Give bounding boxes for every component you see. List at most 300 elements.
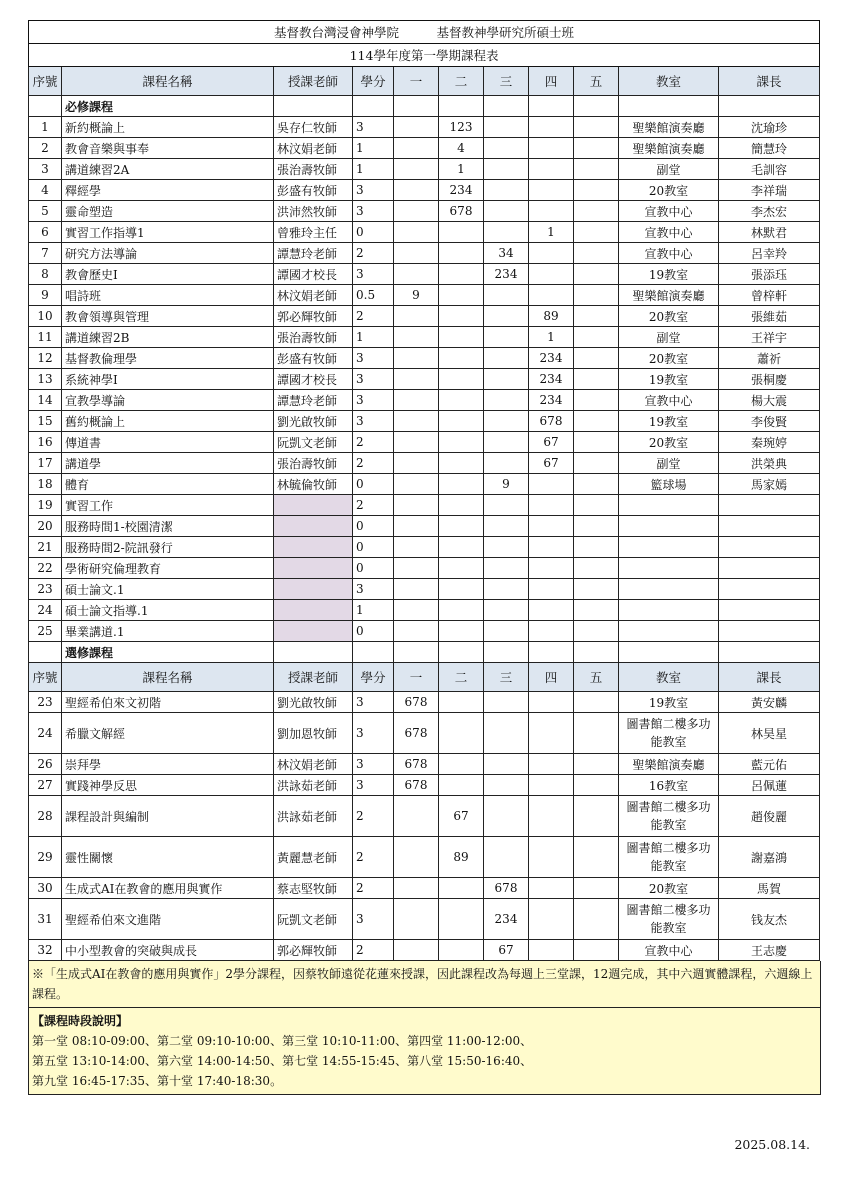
cell-d5 <box>574 600 619 621</box>
cell-d3 <box>484 327 529 348</box>
cell-d5 <box>574 621 619 642</box>
cell-d3 <box>484 600 529 621</box>
ai-course-note: ※「生成式AI在教會的應用與實作」2學分課程，因蔡牧師遠從花蓮來授課，因此課程改為每週上三堂課，12週完成，其中六週實體課程，六週線上課程。 <box>28 961 821 1008</box>
cell-d2 <box>439 495 484 516</box>
cell-d1 <box>394 264 439 285</box>
cell-name: 講道練習2A <box>62 159 274 180</box>
cell-no: 1 <box>29 117 62 138</box>
cell-no: 5 <box>29 201 62 222</box>
cell-room: 20教室 <box>619 432 719 453</box>
cell-d2 <box>439 754 484 775</box>
cell-no: 27 <box>29 775 62 796</box>
cell-teacher: 林汶娟老師 <box>274 754 353 775</box>
cell-credit: 0 <box>353 474 394 495</box>
cell-leader <box>719 600 820 621</box>
cell-teacher: 洪詠茹老師 <box>274 775 353 796</box>
cell-teacher: 劉光啟牧師 <box>274 692 353 713</box>
cell-leader <box>719 558 820 579</box>
column-header: 一 <box>394 67 439 96</box>
cell-d4 <box>529 878 574 899</box>
cell-teacher: 洪詠茹老師 <box>274 796 353 837</box>
cell-d2 <box>439 264 484 285</box>
column-header: 教室 <box>619 663 719 692</box>
cell-d4 <box>529 201 574 222</box>
cell-room: 20教室 <box>619 180 719 201</box>
cell-leader: 洪榮典 <box>719 453 820 474</box>
cell-d4 <box>529 899 574 940</box>
cell-credit: 3 <box>353 264 394 285</box>
cell-room: 籃球場 <box>619 474 719 495</box>
cell-no: 12 <box>29 348 62 369</box>
cell-name: 服務時間2-院訊發行 <box>62 537 274 558</box>
table-row <box>29 495 820 516</box>
cell-room: 副堂 <box>619 159 719 180</box>
cell-leader: 林昊星 <box>719 713 820 754</box>
cell-room: 聖樂館演奏廳 <box>619 285 719 306</box>
cell-d2: 1 <box>439 159 484 180</box>
cell-d2 <box>439 621 484 642</box>
cell-d4 <box>529 558 574 579</box>
cell-leader: 毛訓容 <box>719 159 820 180</box>
cell-d1 <box>394 138 439 159</box>
cell-no: 9 <box>29 285 62 306</box>
cell-name: 教會領導與管理 <box>62 306 274 327</box>
table-row <box>29 138 820 159</box>
cell-room: 16教室 <box>619 775 719 796</box>
cell-d5 <box>574 285 619 306</box>
cell-d5 <box>574 878 619 899</box>
cell-credit: 3 <box>353 775 394 796</box>
cell-d2: 234 <box>439 180 484 201</box>
periods-line: 第五堂 13:10-14:00、第六堂 14:00-14:50、第七堂 14:55-15:45、第八堂 15:50-16:40、 <box>32 1054 533 1068</box>
cell-teacher: 張治壽牧師 <box>274 159 353 180</box>
cell-d1 <box>394 579 439 600</box>
cell-d2 <box>439 558 484 579</box>
cell-d5 <box>574 474 619 495</box>
cell-leader: 楊大震 <box>719 390 820 411</box>
cell-leader <box>719 495 820 516</box>
cell-d2: 123 <box>439 117 484 138</box>
table-row <box>29 369 820 390</box>
cell-d4 <box>529 159 574 180</box>
cell-no: 8 <box>29 264 62 285</box>
cell-d2 <box>439 432 484 453</box>
cell-credit: 2 <box>353 837 394 878</box>
cell-credit: 3 <box>353 201 394 222</box>
cell-teacher: 譚國才校長 <box>274 264 353 285</box>
cell-d1 <box>394 899 439 940</box>
cell-leader: 趙俊麗 <box>719 796 820 837</box>
elective-table-header <box>29 663 820 692</box>
cell-d4 <box>529 495 574 516</box>
cell-teacher <box>274 600 353 621</box>
cell-d1 <box>394 516 439 537</box>
cell-leader: 簡慧玲 <box>719 138 820 159</box>
periods-box <box>28 1008 821 1095</box>
cell-d2 <box>439 285 484 306</box>
required-section-label: 必修課程 <box>62 96 274 117</box>
cell-leader: 王祥宇 <box>719 327 820 348</box>
cell-d3 <box>484 411 529 432</box>
cell-d4 <box>529 117 574 138</box>
table-row <box>29 600 820 621</box>
cell-credit: 3 <box>353 180 394 201</box>
cell-room <box>619 621 719 642</box>
cell-teacher: 郭必輝牧師 <box>274 940 353 961</box>
cell-teacher: 阮凱文老師 <box>274 899 353 940</box>
cell-d5 <box>574 348 619 369</box>
table-row <box>29 327 820 348</box>
table-row <box>29 754 820 775</box>
cell-teacher: 劉加恩牧師 <box>274 713 353 754</box>
table-row <box>29 837 820 878</box>
cell-teacher: 洪沛然牧師 <box>274 201 353 222</box>
cell-d5 <box>574 327 619 348</box>
periods-line: 第一堂 08:10-09:00、第二堂 09:10-10:00、第三堂 10:10-11:00、第四堂 11:00-12:00、 <box>32 1034 533 1048</box>
cell-teacher: 譚國才校長 <box>274 369 353 390</box>
cell-d4: 234 <box>529 390 574 411</box>
cell-leader: 張桐慶 <box>719 369 820 390</box>
cell-no: 4 <box>29 180 62 201</box>
cell-room: 19教室 <box>619 369 719 390</box>
cell-no: 32 <box>29 940 62 961</box>
cell-credit: 1 <box>353 327 394 348</box>
cell-leader <box>719 516 820 537</box>
semester-title: 114學年度第一學期課程表 <box>29 44 820 67</box>
cell-no: 11 <box>29 327 62 348</box>
cell-teacher: 譚慧玲老師 <box>274 243 353 264</box>
cell-leader: 呂幸羚 <box>719 243 820 264</box>
cell-room <box>619 516 719 537</box>
cell-no: 7 <box>29 243 62 264</box>
column-header: 五 <box>574 67 619 96</box>
cell-d4 <box>529 775 574 796</box>
cell-d2 <box>439 692 484 713</box>
cell-d5 <box>574 558 619 579</box>
cell-d5 <box>574 264 619 285</box>
table-row <box>29 558 820 579</box>
cell-leader: 李俊賢 <box>719 411 820 432</box>
cell-d2 <box>439 899 484 940</box>
table-row <box>29 692 820 713</box>
cell-no: 10 <box>29 306 62 327</box>
cell-d1 <box>394 201 439 222</box>
cell-d3 <box>484 180 529 201</box>
cell-d1: 678 <box>394 775 439 796</box>
cell-d1 <box>394 243 439 264</box>
cell-leader: 沈瑜珍 <box>719 117 820 138</box>
cell-d2 <box>439 878 484 899</box>
cell-d5 <box>574 754 619 775</box>
cell-d4: 1 <box>529 222 574 243</box>
cell-d5 <box>574 837 619 878</box>
cell-credit: 3 <box>353 117 394 138</box>
cell-d2 <box>439 713 484 754</box>
cell-d5 <box>574 516 619 537</box>
cell-d5 <box>574 692 619 713</box>
cell-d4 <box>529 579 574 600</box>
cell-room <box>619 600 719 621</box>
cell-d2 <box>439 390 484 411</box>
cell-credit: 2 <box>353 306 394 327</box>
cell-d4: 1 <box>529 327 574 348</box>
cell-d5 <box>574 369 619 390</box>
cell-d4 <box>529 516 574 537</box>
cell-d3: 234 <box>484 899 529 940</box>
cell-d4 <box>529 600 574 621</box>
cell-d1 <box>394 159 439 180</box>
cell-d3 <box>484 453 529 474</box>
cell-d5 <box>574 411 619 432</box>
cell-name: 講道練習2B <box>62 327 274 348</box>
cell-d1 <box>394 940 439 961</box>
cell-no: 14 <box>29 390 62 411</box>
cell-d5 <box>574 940 619 961</box>
cell-leader: 藍元佑 <box>719 754 820 775</box>
cell-no: 20 <box>29 516 62 537</box>
cell-d3 <box>484 516 529 537</box>
cell-credit: 3 <box>353 713 394 754</box>
document-date: 2025.08.14. <box>734 1137 810 1152</box>
cell-name: 系統神學I <box>62 369 274 390</box>
cell-d1 <box>394 117 439 138</box>
table-row <box>29 940 820 961</box>
cell-d5 <box>574 138 619 159</box>
cell-no: 18 <box>29 474 62 495</box>
cell-teacher: 吳存仁牧師 <box>274 117 353 138</box>
cell-no: 28 <box>29 796 62 837</box>
column-header: 四 <box>529 67 574 96</box>
cell-room: 宣教中心 <box>619 390 719 411</box>
column-header: 課程名稱 <box>62 663 274 692</box>
cell-room: 副堂 <box>619 327 719 348</box>
table-row <box>29 159 820 180</box>
cell-d3 <box>484 222 529 243</box>
cell-teacher: 張治壽牧師 <box>274 327 353 348</box>
table-row <box>29 348 820 369</box>
cell-d1 <box>394 390 439 411</box>
cell-name: 基督教倫理學 <box>62 348 274 369</box>
cell-d4 <box>529 754 574 775</box>
table-row <box>29 432 820 453</box>
cell-d1 <box>394 537 439 558</box>
cell-credit: 2 <box>353 432 394 453</box>
cell-room: 20教室 <box>619 306 719 327</box>
cell-name: 碩士論文.1 <box>62 579 274 600</box>
cell-d3 <box>484 285 529 306</box>
table-row <box>29 243 820 264</box>
cell-d2 <box>439 327 484 348</box>
cell-d4: 67 <box>529 453 574 474</box>
cell-credit: 3 <box>353 390 394 411</box>
cell-teacher <box>274 579 353 600</box>
cell-credit: 0.5 <box>353 285 394 306</box>
cell-d3 <box>484 775 529 796</box>
cell-teacher <box>274 621 353 642</box>
cell-d1: 678 <box>394 713 439 754</box>
table-row <box>29 899 820 940</box>
cell-d5 <box>574 713 619 754</box>
cell-teacher: 劉光啟牧師 <box>274 411 353 432</box>
cell-d5 <box>574 899 619 940</box>
cell-credit: 3 <box>353 348 394 369</box>
cell-d2 <box>439 222 484 243</box>
cell-d2 <box>439 243 484 264</box>
cell-room: 圖書館二樓多功能教室 <box>619 713 719 754</box>
cell-d1: 9 <box>394 285 439 306</box>
cell-room: 19教室 <box>619 692 719 713</box>
cell-leader: 曾梓軒 <box>719 285 820 306</box>
cell-credit: 2 <box>353 495 394 516</box>
column-header: 三 <box>484 67 529 96</box>
cell-credit: 1 <box>353 159 394 180</box>
cell-teacher: 張治壽牧師 <box>274 453 353 474</box>
column-header: 學分 <box>353 663 394 692</box>
cell-d4 <box>529 796 574 837</box>
cell-name: 實習工作 <box>62 495 274 516</box>
cell-name: 希臘文解經 <box>62 713 274 754</box>
column-header: 學分 <box>353 67 394 96</box>
cell-room <box>619 579 719 600</box>
cell-d3 <box>484 579 529 600</box>
cell-teacher <box>274 537 353 558</box>
cell-teacher <box>274 516 353 537</box>
table-row <box>29 285 820 306</box>
cell-leader: 張維茹 <box>719 306 820 327</box>
cell-room: 宣教中心 <box>619 243 719 264</box>
institution-title: 基督教台灣浸會神學院 基督教神學研究所碩士班 <box>29 21 820 44</box>
cell-leader: 林默君 <box>719 222 820 243</box>
cell-d2 <box>439 411 484 432</box>
cell-teacher: 林汶娟老師 <box>274 285 353 306</box>
cell-no: 22 <box>29 558 62 579</box>
cell-teacher: 阮凱文老師 <box>274 432 353 453</box>
cell-d4: 67 <box>529 432 574 453</box>
column-header: 序號 <box>29 663 62 692</box>
cell-name: 教會歷史I <box>62 264 274 285</box>
cell-credit: 3 <box>353 411 394 432</box>
cell-d3 <box>484 348 529 369</box>
cell-d3 <box>484 692 529 713</box>
cell-d1 <box>394 474 439 495</box>
cell-d3 <box>484 117 529 138</box>
cell-d4 <box>529 138 574 159</box>
table-row <box>29 796 820 837</box>
cell-leader: 呂佩蓮 <box>719 775 820 796</box>
cell-d3 <box>484 558 529 579</box>
cell-no: 24 <box>29 713 62 754</box>
cell-credit: 2 <box>353 243 394 264</box>
cell-teacher: 譚慧玲老師 <box>274 390 353 411</box>
cell-d5 <box>574 432 619 453</box>
cell-teacher <box>274 495 353 516</box>
cell-d2 <box>439 516 484 537</box>
cell-no: 31 <box>29 899 62 940</box>
cell-d3: 234 <box>484 264 529 285</box>
cell-credit: 0 <box>353 537 394 558</box>
cell-teacher: 林汶娟老師 <box>274 138 353 159</box>
cell-name: 畢業講道.1 <box>62 621 274 642</box>
column-header: 五 <box>574 663 619 692</box>
cell-name: 碩士論文指導.1 <box>62 600 274 621</box>
table-row <box>29 306 820 327</box>
cell-d1 <box>394 306 439 327</box>
cell-no: 23 <box>29 579 62 600</box>
cell-room <box>619 558 719 579</box>
cell-leader: 钱友杰 <box>719 899 820 940</box>
cell-name: 聖經希伯來文初階 <box>62 692 274 713</box>
cell-credit: 2 <box>353 940 394 961</box>
table-row <box>29 117 820 138</box>
cell-d3 <box>484 369 529 390</box>
column-header: 課長 <box>719 67 820 96</box>
cell-name: 生成式AI在教會的應用與實作 <box>62 878 274 899</box>
column-header: 授課老師 <box>274 67 353 96</box>
table-row <box>29 453 820 474</box>
cell-name: 傳道書 <box>62 432 274 453</box>
cell-leader: 秦琬婷 <box>719 432 820 453</box>
course-table <box>28 20 820 961</box>
column-header: 二 <box>439 67 484 96</box>
cell-d4 <box>529 537 574 558</box>
cell-room: 聖樂館演奏廳 <box>619 754 719 775</box>
cell-d3 <box>484 138 529 159</box>
cell-leader: 蕭祈 <box>719 348 820 369</box>
cell-d3 <box>484 621 529 642</box>
cell-name: 靈性關懷 <box>62 837 274 878</box>
cell-d1 <box>394 796 439 837</box>
cell-d3 <box>484 796 529 837</box>
cell-d1 <box>394 600 439 621</box>
cell-no: 26 <box>29 754 62 775</box>
cell-leader: 黃安麟 <box>719 692 820 713</box>
column-header: 三 <box>484 663 529 692</box>
cell-credit: 3 <box>353 899 394 940</box>
cell-name: 聖經希伯來文進階 <box>62 899 274 940</box>
cell-d4 <box>529 837 574 878</box>
cell-name: 舊約概論上 <box>62 411 274 432</box>
cell-d3 <box>484 390 529 411</box>
cell-d4: 89 <box>529 306 574 327</box>
cell-credit: 0 <box>353 222 394 243</box>
cell-d5 <box>574 579 619 600</box>
table-row <box>29 621 820 642</box>
table-row <box>29 411 820 432</box>
cell-d2 <box>439 537 484 558</box>
cell-d3 <box>484 432 529 453</box>
cell-room: 副堂 <box>619 453 719 474</box>
cell-name: 服務時間1-校園清潔 <box>62 516 274 537</box>
cell-d5 <box>574 201 619 222</box>
cell-credit: 1 <box>353 600 394 621</box>
cell-room: 宣教中心 <box>619 201 719 222</box>
cell-room: 圖書館二樓多功能教室 <box>619 837 719 878</box>
cell-d2 <box>439 579 484 600</box>
cell-name: 講道學 <box>62 453 274 474</box>
cell-d5 <box>574 243 619 264</box>
cell-credit: 0 <box>353 516 394 537</box>
cell-leader: 馬家嫣 <box>719 474 820 495</box>
cell-d1 <box>394 558 439 579</box>
cell-d5 <box>574 117 619 138</box>
cell-room <box>619 495 719 516</box>
cell-credit: 2 <box>353 796 394 837</box>
cell-name: 研究方法導論 <box>62 243 274 264</box>
cell-d1 <box>394 180 439 201</box>
cell-no: 23 <box>29 692 62 713</box>
cell-d2: 678 <box>439 201 484 222</box>
cell-d1 <box>394 222 439 243</box>
